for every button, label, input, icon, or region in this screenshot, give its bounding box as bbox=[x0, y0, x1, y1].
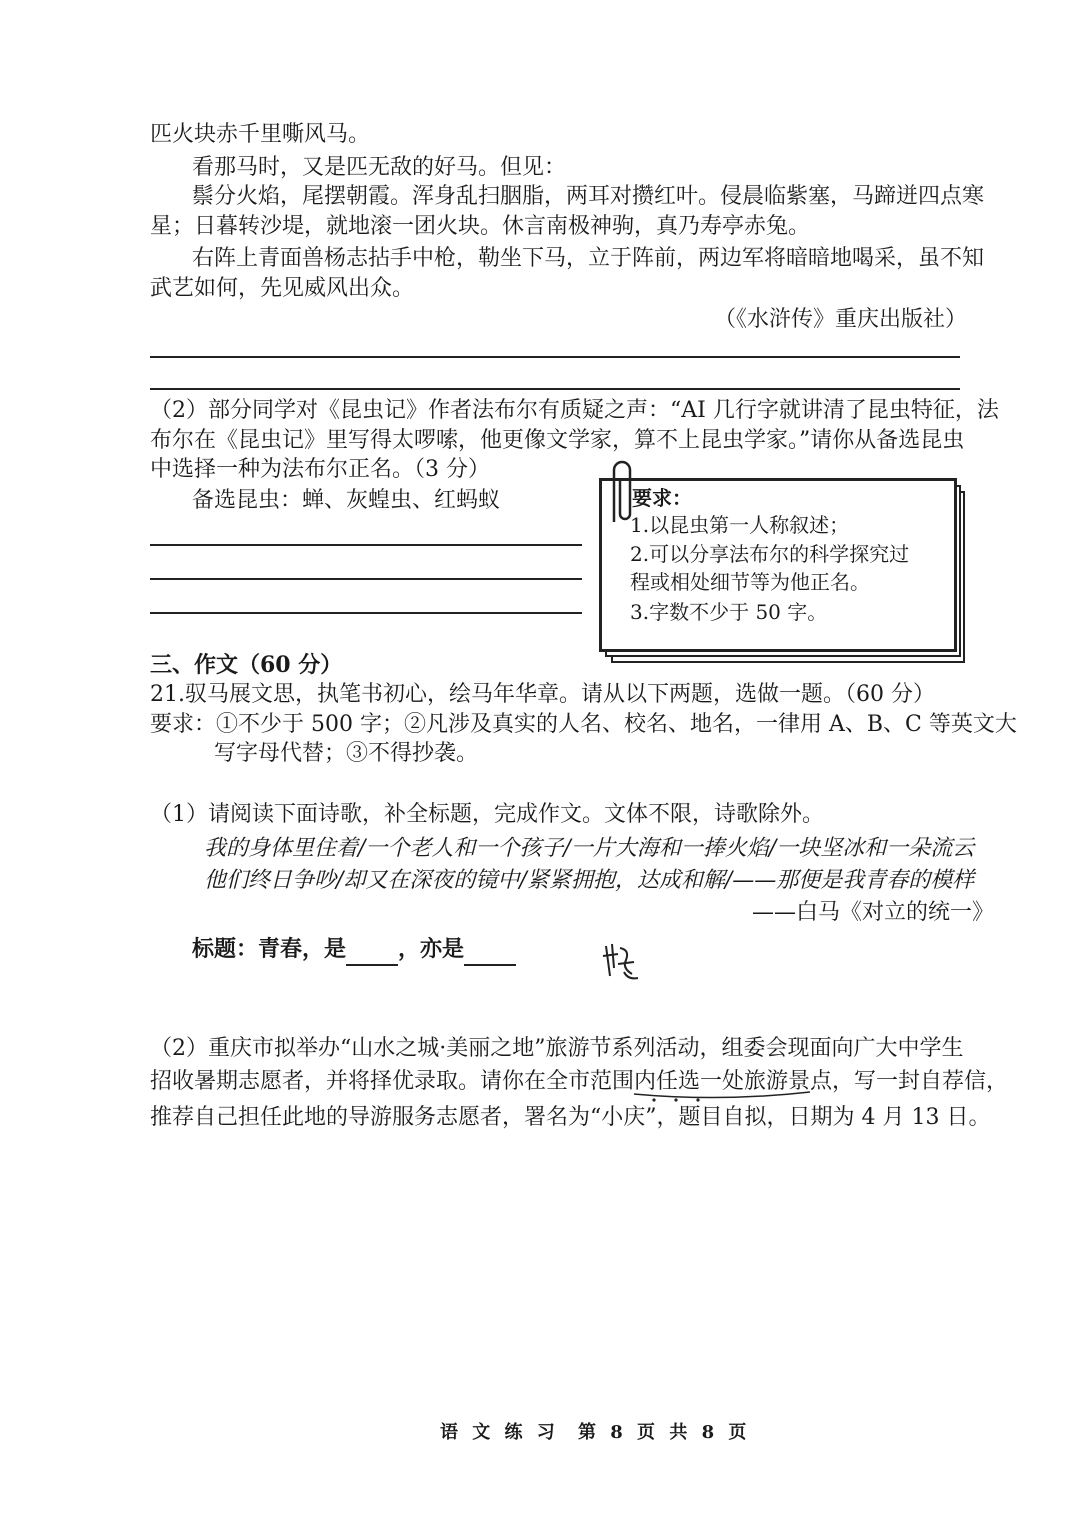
poem-line-2: 他们终日争吵/却又在深夜的镜中/紧紧拥抱，达成和解/——那便是我青春的模样 bbox=[204, 868, 975, 893]
handwritten-mark-icon bbox=[600, 938, 642, 984]
passage-line-2: 看那马时，又是匹无敌的好马。但见： bbox=[192, 155, 567, 180]
title-mid: ，亦是 bbox=[398, 936, 465, 962]
q2-answer-line-3 bbox=[150, 612, 582, 614]
passage-source: （《水浒传》重庆出版社） bbox=[714, 307, 968, 332]
handwritten-underline-icon bbox=[632, 1088, 812, 1102]
answer-line-1 bbox=[150, 356, 960, 358]
q2-line-2: 布尔在《昆虫记》里写得太啰嗦，他更像文学家，算不上昆虫学家。”请你从备选昆虫 bbox=[150, 428, 965, 453]
title-blank-2 bbox=[464, 934, 516, 966]
q2-line-3: 中选择一种为法布尔正名。（3 分） bbox=[150, 457, 490, 482]
note-item-3: 3.字数不少于 50 字。 bbox=[630, 600, 828, 624]
essay-req-1: 要求：①不少于 500 字；②凡涉及真实的人名、校名、地名，一律用 A、B、C 等英文大 bbox=[150, 712, 1017, 737]
topic-2-line-2: 招收暑期志愿者，并将择优录取。请你在全市范围内任选一处旅游景点，写一封自荐信， bbox=[150, 1069, 1009, 1094]
poem-source: ——白马《对立的统一》 bbox=[752, 900, 995, 925]
passage-line-4: 星；日暮转沙堤，就地滚一团火块。休言南极神驹，真乃寿亭赤兔。 bbox=[150, 214, 811, 239]
note-item-2b: 程或相处细节等为他正名。 bbox=[630, 570, 870, 594]
title-blank-line bbox=[192, 934, 516, 966]
topic-1: （1）请阅读下面诗歌，补全标题，完成作文。文体不限，诗歌除外。 bbox=[150, 802, 824, 827]
essay-section-title: 三、作文（60 分） bbox=[150, 652, 343, 678]
note-item-2a: 2.可以分享法布尔的科学探究过 bbox=[630, 542, 910, 566]
q21-line: 21.驭马展文思，执笔书初心，绘马年华章。请从以下两题，选做一题。（60 分） bbox=[150, 682, 935, 707]
title-prefix: 标题：青春，是 bbox=[192, 936, 347, 962]
passage-line-1: 匹火块赤千里嘶风马。 bbox=[150, 122, 371, 147]
essay-req-2: 写字母代替；③不得抄袭。 bbox=[214, 741, 479, 766]
q2-insects: 备选昆虫：蝉、灰蝗虫、红蚂蚁 bbox=[192, 488, 501, 513]
q2-answer-line-1 bbox=[150, 544, 582, 546]
q2-answer-line-2 bbox=[150, 578, 582, 580]
answer-line-2 bbox=[150, 388, 960, 390]
passage-line-5: 右阵上青面兽杨志拈手中枪，勒坐下马，立于阵前，两边军将暗暗地喝采，虽不知 bbox=[192, 246, 985, 271]
topic-2-line-1: （2）重庆市拟举办“山水之城·美丽之地”旅游节系列活动，组委会现面向广大中学生 bbox=[150, 1036, 964, 1061]
topic-2-line-3: 推荐自己担任此地的导游服务志愿者，署名为“小庆”，题目自拟，日期为 4 月 13 日。 bbox=[150, 1105, 991, 1130]
note-item-1: 1.以昆虫第一人称叙述； bbox=[630, 513, 850, 537]
passage-line-6: 武艺如何，先见威风出众。 bbox=[150, 276, 415, 301]
q2-line-1: （2）部分同学对《昆虫记》作者法布尔有质疑之声：“AI 几行字就讲清了昆虫特征，法 bbox=[150, 398, 999, 423]
note-title: 要求： bbox=[632, 486, 692, 510]
title-blank-1 bbox=[346, 934, 398, 966]
footer-page: 第 8 页 共 8 页 bbox=[578, 1422, 751, 1443]
footer-subject: 语 文 练 习 bbox=[440, 1422, 559, 1443]
poem-line-1: 我的身体里住着/一个老人和一个孩子/一片大海和一捧火焰/一块坚冰和一朵流云 bbox=[204, 836, 975, 861]
passage-line-3: 鬃分火焰，尾摆朝霞。浑身乱扫胭脂，两耳对攒红叶。侵晨临紫塞，马蹄迸四点寒 bbox=[192, 184, 985, 209]
